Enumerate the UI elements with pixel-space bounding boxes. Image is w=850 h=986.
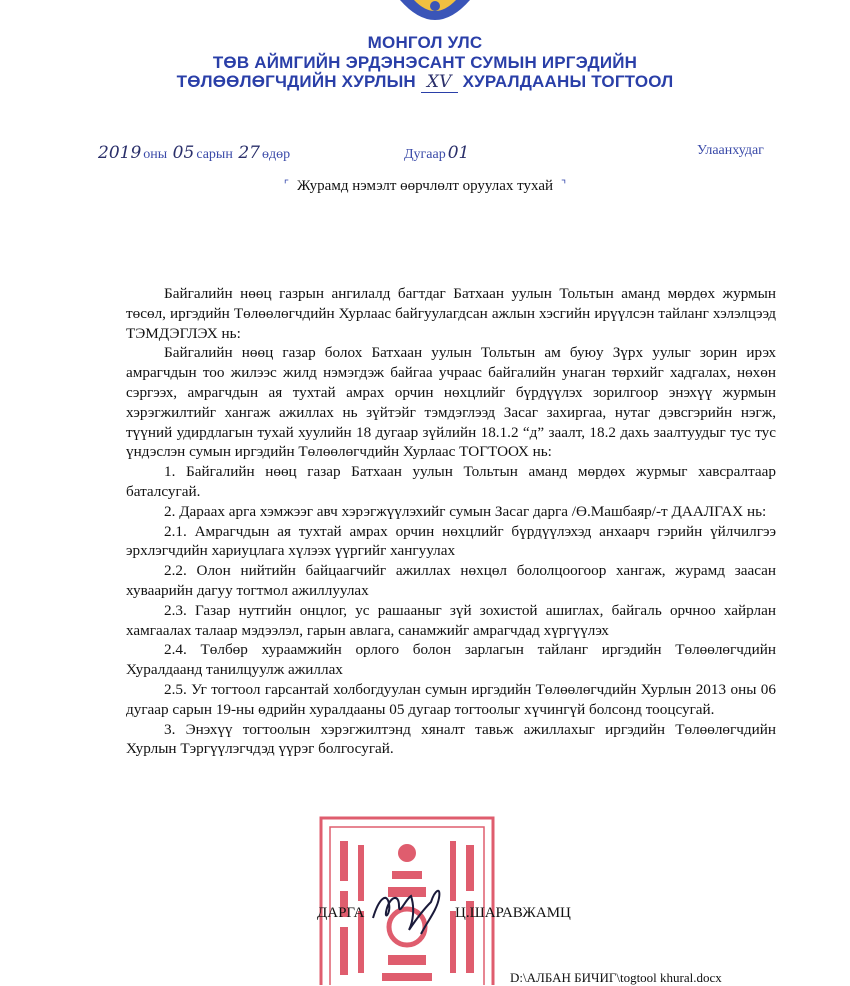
body-paragraph: Байгалийн нөөц газрын ангилалд багтдаг Батхаан уулын Тольтын аманд мөрдөх журмын төсөл, иргэдийн Төлөөлөгчдийн Хурлаас байгуулагдсан ажлын хэсгийн ирүүлсэн тайланг хэлэлцээд ТЭМДЭГЛЭХ нь:: [126, 285, 776, 342]
body-paragraph: 2.4. Төлбөр хураамжийн орлого болон зарлагын тайланг иргэдийн Төлөөлөгчдийн Хуралдаанд танилцуулж ажиллах: [126, 641, 776, 679]
header-country: МОНГОЛ УЛС: [367, 33, 483, 52]
resolution-place: Улаанхудаг: [697, 143, 764, 158]
body-paragraph: Байгалийн нөөц газар болох Батхаан уулын Тольтын ам буюу Зүрх уулыг зорин ирэх амрагчдын тоо жилээс жилд нэмэгдэж байгаа учраас байгалийн унаган төрхийг хадгалах, нөхөн сэргээх, амрагчдын ая тухтай амрах орчин нөхцлийг бүрдүүлэх зорилгоор энэхүү журмын хэрэгжилтийг хангаж ажиллах нь зүйтэйг тэмдэглээд Засаг захиргаа, нутаг дэвсгэрийн нэгж, түүний удирдлагын тухай хуулийн 18 дугаар зүйлийн 18.1.2 “д” заалт, 18.2 дахь заалтуудыг тус тус үндэслэн сумын иргэдийн Төлөөлөгчдийн Хурлаас ТОГТООХ нь:: [126, 344, 776, 461]
resolution-body: [126, 284, 776, 759]
body-paragraph: 2.1. Амрагчдын ая тухтай амрах орчин нөхцлийг бүрдүүлэхэд анхаарч гэрийн үйлчилгээ эрхлэгчдийн хариуцлага хүлээх үүргийг хангуулах: [126, 522, 776, 560]
body-paragraph: 2.3. Газар нутгийн онцлог, ус рашааныг зүй зохистой ашиглах, байгаль орчноо хайрлан хамгаалах талаар мэдээлэл, гарын авлага, санамжийг амрагчдад хүргүүлэх: [126, 601, 776, 639]
date-day: 27: [238, 143, 260, 163]
resolution-date: [96, 143, 290, 163]
date-month: 05: [172, 143, 195, 163]
date-year-suffix: оны: [143, 147, 168, 162]
header-resolution-title: [0, 72, 850, 93]
file-path: D:\АЛБАН БИЧИГ\togtool khural.docx: [510, 970, 722, 985]
resolution-number: [404, 143, 471, 163]
body-paragraph: 1. Байгалийн нөөц газар Батхаан уулын Тольтын аманд мөрдөх журмыг хавсралтаар баталсугай.: [126, 463, 776, 500]
resolution-subject: [0, 178, 850, 195]
header-line3-after: ХУРАЛДААНЫ ТОГТООЛ: [462, 72, 674, 91]
date-year: 2019: [98, 143, 142, 163]
subject-text: Журамд нэмэлт өөрчлөлт оруулах тухай: [296, 178, 554, 194]
session-number: XV: [421, 72, 458, 93]
handwritten-signature-icon: [365, 878, 455, 942]
body-paragraph: 2. Дараах арга хэмжээг авч хэрэгжүүлэхийг сумын Засаг дарга /Ө.Машбаяр/-т ДААЛГАХ нь:: [164, 502, 767, 520]
header-council: ТӨВ АЙМГИЙН ЭРДЭНЭСАНТ СУМЫН ИРГЭДИЙН: [212, 53, 638, 72]
signature-title: ДАРГА: [317, 905, 365, 921]
body-paragraph: 2.5. Уг тогтоол гарсантай холбогдуулан сумын иргэдийн Төлөөлөгчдийн Хурлын 2013 оны 06 дугаар сарын 19-ны өдрийн хуралдааны 05 дугаар тогтоолыг хүчингүй болсонд тооцсугай.: [126, 680, 776, 718]
body-paragraph: 2.2. Олон нийтийн байцаагчийг ажиллах нөхцөл бололцоогоор хангаж, журамд заасан хуваарийн дагуу тогтмол ажиллуулах: [126, 562, 776, 599]
date-month-suffix: сарын: [196, 147, 233, 162]
number-value: 01: [447, 143, 470, 163]
header-line3-before: ТӨЛӨӨЛӨГЧДИЙН ХУРЛЫН: [176, 72, 416, 91]
number-label: Дугаар: [404, 147, 446, 162]
corner-mark-left-icon: ⌜: [283, 179, 289, 191]
corner-mark-right-icon: ⌝: [561, 179, 567, 191]
state-emblem-icon: [394, 0, 476, 26]
body-paragraph: 3. Энэхүү тогтоолын хэрэгжилтэнд хяналт тавьж ажиллахыг иргэдийн Төлөөлөгчдийн Хурлын Тэргүүлэгчдэд үүрэг болгосугай.: [126, 720, 776, 758]
date-day-suffix: өдөр: [261, 147, 291, 162]
signatory-name: Ц.ШАРАВЖАМЦ: [455, 905, 571, 921]
